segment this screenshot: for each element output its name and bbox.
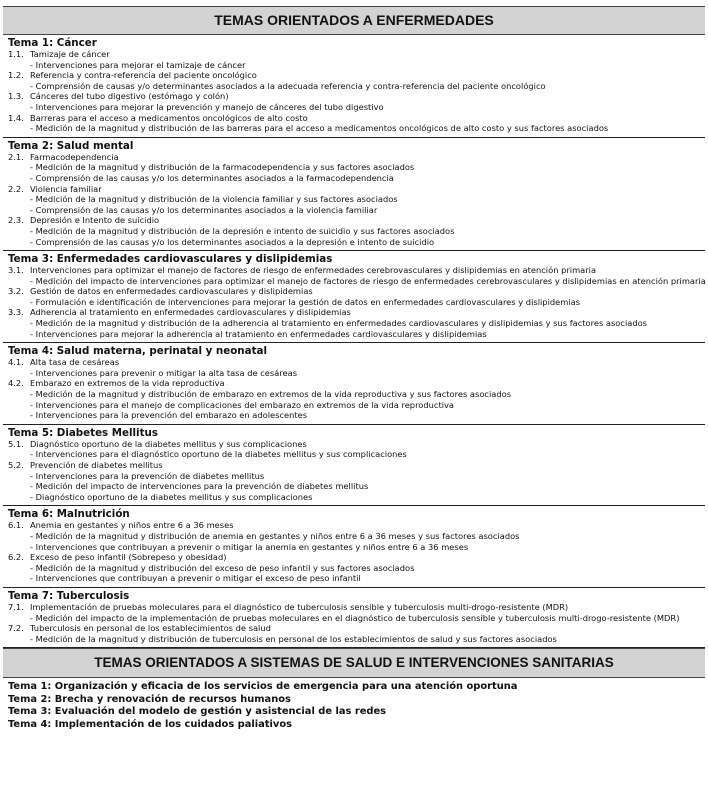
subtopic-number: 7.2. bbox=[8, 623, 24, 634]
topic-section bbox=[3, 506, 705, 588]
topic-title: Tema 3: Enfermedades cardiovasculares y dislipidemias bbox=[8, 253, 333, 266]
research-line: - Formulación e identificación de intervenciones para mejorar la gestión de datos en enfermedades cardiovasculares y dislipidemias bbox=[3, 297, 705, 308]
research-line: - Comprensión de las causas y/o los determinantes asociados a la depresión e intento de suicidio bbox=[3, 237, 705, 248]
subtopic-item bbox=[3, 552, 705, 563]
research-line: - Medición de la magnitud y distribución de las barreras para el acceso a medicamentos oncológicos de alto costo y sus factores asociados bbox=[3, 123, 705, 134]
subtopic-text: Alta tasa de cesáreas bbox=[30, 357, 120, 368]
subtopic-text: Adherencia al tratamiento en enfermedades cardiovasculares y dislipidemias bbox=[30, 307, 351, 318]
health-systems-list bbox=[3, 678, 705, 731]
research-line: - Medición del impacto de intervenciones para la prevención de diabetes mellitus bbox=[3, 481, 705, 492]
research-line: - Comprensión de causas y/o determinantes asociados a la adecuada referencia y contra-referencia del paciente oncológico bbox=[3, 81, 705, 92]
subtopic-text: Farmacodependencia bbox=[30, 151, 119, 162]
subtopic-item bbox=[3, 113, 705, 124]
research-line: - Intervenciones para el diagnóstico oportuno de la diabetes mellitus y sus complicaciones bbox=[3, 449, 705, 460]
topic-section bbox=[3, 35, 705, 138]
system-topic: Tema 2: Brecha y renovación de recursos humanos bbox=[8, 693, 291, 705]
research-line: - Diagnóstico oportuno de la diabetes mellitus y sus complicaciones bbox=[3, 492, 705, 503]
disease-sections bbox=[3, 35, 705, 648]
subtopic-text: Referencia y contra-referencia del paciente oncológico bbox=[30, 70, 257, 81]
research-line: - Medición de la magnitud y distribución de embarazo en extremos de la vida reproductiva y sus factores asociados bbox=[3, 389, 705, 400]
subtopic-item bbox=[3, 184, 705, 195]
research-line: - Intervenciones que contribuyan a prevenir o mitigar el exceso de peso infantil bbox=[3, 573, 705, 584]
system-topic: Tema 1: Organización y eficacia de los servicios de emergencia para una atención oportuna bbox=[8, 681, 518, 693]
header-diseases: TEMAS ORIENTADOS A ENFERMEDADES bbox=[3, 6, 705, 35]
topic-title: Tema 6: Malnutrición bbox=[8, 508, 130, 521]
topic-title: Tema 1: Cáncer bbox=[8, 37, 97, 49]
subtopic-item bbox=[3, 286, 705, 297]
subtopic-text: Violencia familiar bbox=[30, 183, 102, 194]
subtopic-text: Implementación de pruebas moleculares para el diagnóstico de tuberculosis sensible y tuberculosis multi-drogo-resistente (MDR) bbox=[30, 601, 569, 612]
topic-title: Tema 4: Salud materna, perinatal y neonatal bbox=[8, 345, 267, 358]
subtopic-text: Barreras para el acceso a medicamentos oncológicos de alto costo bbox=[30, 112, 308, 123]
research-line: - Intervenciones para el manejo de complicaciones del embarazo en extremos de la vida reproductiva bbox=[3, 400, 705, 411]
subtopic-number: 2.3. bbox=[8, 215, 24, 226]
research-line: - Intervenciones para la prevención del embarazo en adolescentes bbox=[3, 410, 705, 421]
topic-section bbox=[3, 588, 705, 648]
subtopic-text: Anemia en gestantes y niños entre 6 a 36 meses bbox=[30, 520, 234, 531]
research-line: - Intervenciones para la prevención de diabetes mellitus bbox=[3, 471, 705, 482]
subtopic-text: Tamizaje de cáncer bbox=[30, 49, 110, 59]
research-line: - Intervenciones para mejorar la prevención y manejo de cánceres del tubo digestivo bbox=[3, 102, 705, 113]
system-topic: Tema 4: Implementación de los cuidados paliativos bbox=[8, 718, 293, 730]
priorities-table bbox=[3, 0, 705, 731]
subtopic-number: 4.2. bbox=[8, 378, 24, 389]
subtopic-text: Gestión de datos en enfermedades cardiovasculares y dislipidemias bbox=[30, 286, 313, 297]
subtopic-item bbox=[3, 623, 705, 634]
research-line: - Medición de la magnitud y distribución de la adherencia al tratamiento en enfermedades cardiovasculares y dislipidemias y sus factores asociados bbox=[3, 318, 705, 329]
topic-title: Tema 7: Tuberculosis bbox=[8, 589, 130, 602]
subtopic-text: Cánceres del tubo digestivo (estómago y colón) bbox=[30, 91, 229, 102]
subtopic-item bbox=[3, 460, 705, 471]
subtopic-item bbox=[3, 439, 705, 450]
research-line: - Medición de la magnitud y distribución de la depresión e intento de suicidio y sus factores asociados bbox=[3, 226, 705, 237]
subtopic-number: 5.2. bbox=[8, 460, 24, 470]
subtopic-number: 4.1. bbox=[8, 357, 24, 368]
subtopic-item bbox=[3, 91, 705, 102]
subtopic-number: 6.2. bbox=[8, 552, 24, 563]
topic-section bbox=[3, 251, 705, 343]
subtopic-number: 5.1. bbox=[8, 438, 24, 449]
research-line: - Medición de la magnitud y distribución de la violencia familiar y sus factores asociados bbox=[3, 194, 705, 205]
topic-title: Tema 5: Diabetes Mellitus bbox=[8, 426, 158, 439]
subtopic-item bbox=[3, 378, 705, 389]
subtopic-text: Intervenciones para optimizar el manejo de factores de riesgo de enfermedades cerebrovasculares y dislipidemias en atención primaria bbox=[30, 265, 597, 276]
subtopic-text: Exceso de peso infantil (Sobrepeso y obesidad) bbox=[30, 552, 227, 563]
research-line: - Medición de la magnitud y distribución del exceso de peso infantil y sus factores asociados bbox=[3, 563, 705, 574]
subtopic-number: 1.1. bbox=[8, 49, 24, 59]
subtopic-item bbox=[3, 215, 705, 226]
subtopic-item bbox=[3, 357, 705, 368]
research-line: - Medición de la magnitud y distribución de anemia en gestantes y niños entre 6 a 36 meses y sus factores asociados bbox=[3, 531, 705, 542]
research-line: - Intervenciones para mejorar el tamizaje de cáncer bbox=[3, 60, 705, 71]
subtopic-number: 7.1. bbox=[8, 601, 24, 612]
subtopic-text: Embarazo en extremos de la vida reproductiva bbox=[30, 378, 225, 389]
subtopic-number: 2.2. bbox=[8, 183, 24, 194]
subtopic-number: 3.1. bbox=[8, 265, 24, 276]
subtopic-item bbox=[3, 70, 705, 81]
subtopic-number: 2.1. bbox=[8, 151, 24, 162]
subtopic-text: Tuberculosis en personal de los establecimientos de salud bbox=[30, 623, 271, 634]
system-topic: Tema 3: Evaluación del modelo de gestión y asistencial de las redes bbox=[8, 706, 387, 718]
subtopic-item bbox=[3, 265, 705, 276]
topic-section bbox=[3, 138, 705, 251]
subtopic-number: 3.2. bbox=[8, 286, 24, 297]
research-line: - Comprensión de las causas y/o los determinantes asociados a la farmacodependencia bbox=[3, 173, 705, 184]
subtopic-number: 1.4. bbox=[8, 112, 24, 123]
research-line: - Intervenciones para prevenir o mitigar la alta tasa de cesáreas bbox=[3, 368, 705, 379]
research-line: - Medición de la magnitud y distribución de tuberculosis en personal de los establecimientos de salud y sus factores asociados bbox=[3, 634, 705, 645]
subtopic-number: 3.3. bbox=[8, 307, 24, 318]
subtopic-text: Prevención de diabetes mellitus bbox=[30, 460, 163, 470]
research-line: - Medición del impacto de la implementación de pruebas moleculares en el diagnóstico de tuberculosis sensible y tuberculosis multi-drogo-resistente (MDR) bbox=[3, 613, 705, 624]
subtopic-item bbox=[3, 152, 705, 163]
topic-section bbox=[3, 425, 705, 507]
subtopic-item bbox=[3, 307, 705, 318]
header-health-systems: TEMAS ORIENTADOS A SISTEMAS DE SALUD E INTERVENCIONES SANITARIAS bbox=[3, 648, 705, 678]
research-line: - Comprensión de las causas y/o los determinantes asociados a la violencia familiar bbox=[3, 205, 705, 216]
research-line: - Medición del impacto de intervenciones para optimizar el manejo de factores de riesgo de enfermedades cerebrovasculares y dislipidemias en atención primaria bbox=[3, 276, 705, 287]
subtopic-item bbox=[3, 602, 705, 613]
research-line: - Intervenciones que contribuyan a prevenir o mitigar la anemia en gestantes y niños entre 6 a 36 meses bbox=[3, 542, 705, 553]
subtopic-number: 1.3. bbox=[8, 91, 24, 102]
subtopic-number: 6.1. bbox=[8, 520, 24, 531]
topic-section bbox=[3, 343, 705, 425]
subtopic-number: 1.2. bbox=[8, 70, 24, 81]
research-line: - Intervenciones para mejorar la adherencia al tratamiento en enfermedades cardiovasculares y dislipidemias bbox=[3, 329, 705, 340]
subtopic-item bbox=[3, 520, 705, 531]
topic-title: Tema 2: Salud mental bbox=[8, 139, 134, 152]
subtopic-text: Depresión e Intento de suicidio bbox=[30, 215, 160, 226]
research-line: - Medición de la magnitud y distribución de la farmacodependencia y sus factores asociados bbox=[3, 162, 705, 173]
subtopic-text: Diagnóstico oportuno de la diabetes mellitus y sus complicaciones bbox=[30, 438, 307, 449]
subtopic-item bbox=[3, 49, 705, 60]
